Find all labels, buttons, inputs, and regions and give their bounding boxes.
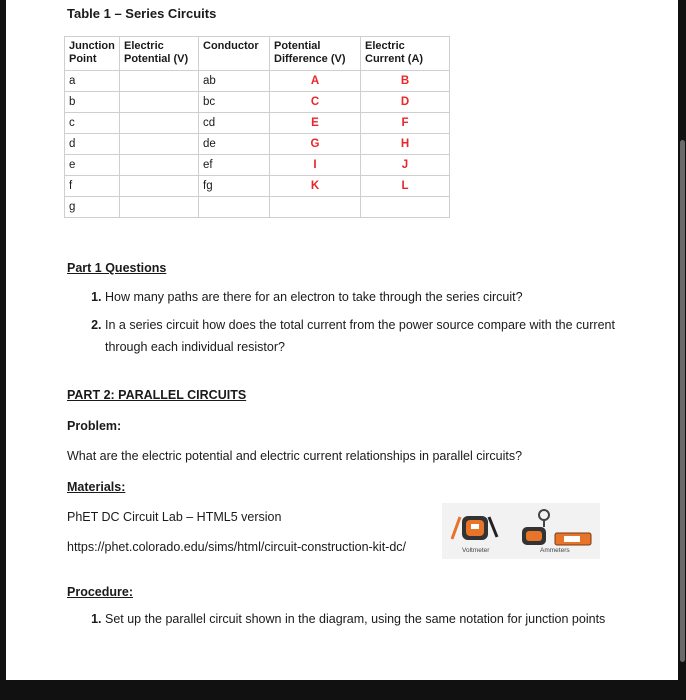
conductor-cell: bc [199, 92, 270, 113]
current-cell: J [361, 155, 450, 176]
difference-cell [270, 197, 361, 218]
question-item: 1. How many paths are there for an electron to take through the series circuit? [105, 286, 625, 308]
header-electric-potential: Electric Potential (V) [120, 37, 199, 71]
current-cell [361, 197, 450, 218]
table-row [65, 113, 450, 134]
problem-text: What are the electric potential and electric current relationships in parallel circuits? [67, 449, 523, 463]
potential-cell [120, 155, 199, 176]
series-circuits-table [64, 36, 450, 218]
table-row [65, 134, 450, 155]
material-url[interactable]: https://phet.colorado.edu/sims/html/circuit-construction-kit-dc/ [67, 540, 407, 554]
conductor-cell [199, 197, 270, 218]
voltmeter-icon [452, 516, 497, 540]
table-row [65, 197, 450, 218]
potential-cell [120, 176, 199, 197]
right-frame [678, 0, 686, 700]
difference-cell: A [270, 71, 361, 92]
potential-cell [120, 197, 199, 218]
header-potential-difference: Potential Difference (V) [270, 37, 361, 71]
potential-cell [120, 113, 199, 134]
conductor-cell: ab [199, 71, 270, 92]
table-title: Table 1 – Series Circuits [67, 6, 217, 21]
current-cell: L [361, 176, 450, 197]
table-row [65, 155, 450, 176]
potential-cell [120, 71, 199, 92]
tools-image [442, 503, 600, 559]
ammeter-probe-icon [522, 510, 549, 545]
junction-cell: d [65, 134, 120, 155]
procedure-step: 1. Set up the parallel circuit shown in the diagram, using the same notation for junction points [105, 611, 625, 627]
junction-cell: a [65, 71, 120, 92]
conductor-cell: cd [199, 113, 270, 134]
conductor-cell: ef [199, 155, 270, 176]
conductor-cell: fg [199, 176, 270, 197]
procedure-list [83, 611, 625, 633]
potential-cell [120, 134, 199, 155]
difference-cell: I [270, 155, 361, 176]
conductor-cell: de [199, 134, 270, 155]
junction-cell: f [65, 176, 120, 197]
problem-label: Problem: [67, 419, 122, 433]
junction-cell: b [65, 92, 120, 113]
potential-cell [120, 92, 199, 113]
difference-cell: C [270, 92, 361, 113]
junction-cell: g [65, 197, 120, 218]
difference-cell: K [270, 176, 361, 197]
current-cell: F [361, 113, 450, 134]
table-row [65, 92, 450, 113]
part1-question-list [83, 286, 625, 364]
question-item: 2. In a series circuit how does the total current from the power source compare with the current through each individual resistor? [105, 314, 625, 358]
header-junction-point: Junction Point [65, 37, 120, 71]
material-name: PhET DC Circuit Lab – HTML5 version [67, 510, 282, 524]
scrollbar-thumb[interactable] [680, 140, 685, 662]
difference-cell: G [270, 134, 361, 155]
table-row [65, 176, 450, 197]
ammeters-label: Ammeters [540, 547, 570, 554]
junction-cell: e [65, 155, 120, 176]
part1-heading: Part 1 Questions [67, 261, 167, 275]
current-cell: B [361, 71, 450, 92]
junction-cell: c [65, 113, 120, 134]
bottom-frame [0, 680, 686, 700]
table-header-row [65, 37, 450, 71]
part2-heading: PART 2: PARALLEL CIRCUITS [67, 388, 247, 402]
current-cell: D [361, 92, 450, 113]
voltmeter-label: Voltmeter [462, 547, 490, 554]
table-row [65, 71, 450, 92]
difference-cell: E [270, 113, 361, 134]
document-page [6, 0, 678, 680]
materials-label: Materials: [67, 480, 126, 494]
header-conductor: Conductor [199, 37, 270, 71]
ammeter-icon [555, 533, 591, 545]
procedure-label: Procedure: [67, 585, 133, 599]
header-electric-current: Electric Current (A) [361, 37, 450, 71]
current-cell: H [361, 134, 450, 155]
